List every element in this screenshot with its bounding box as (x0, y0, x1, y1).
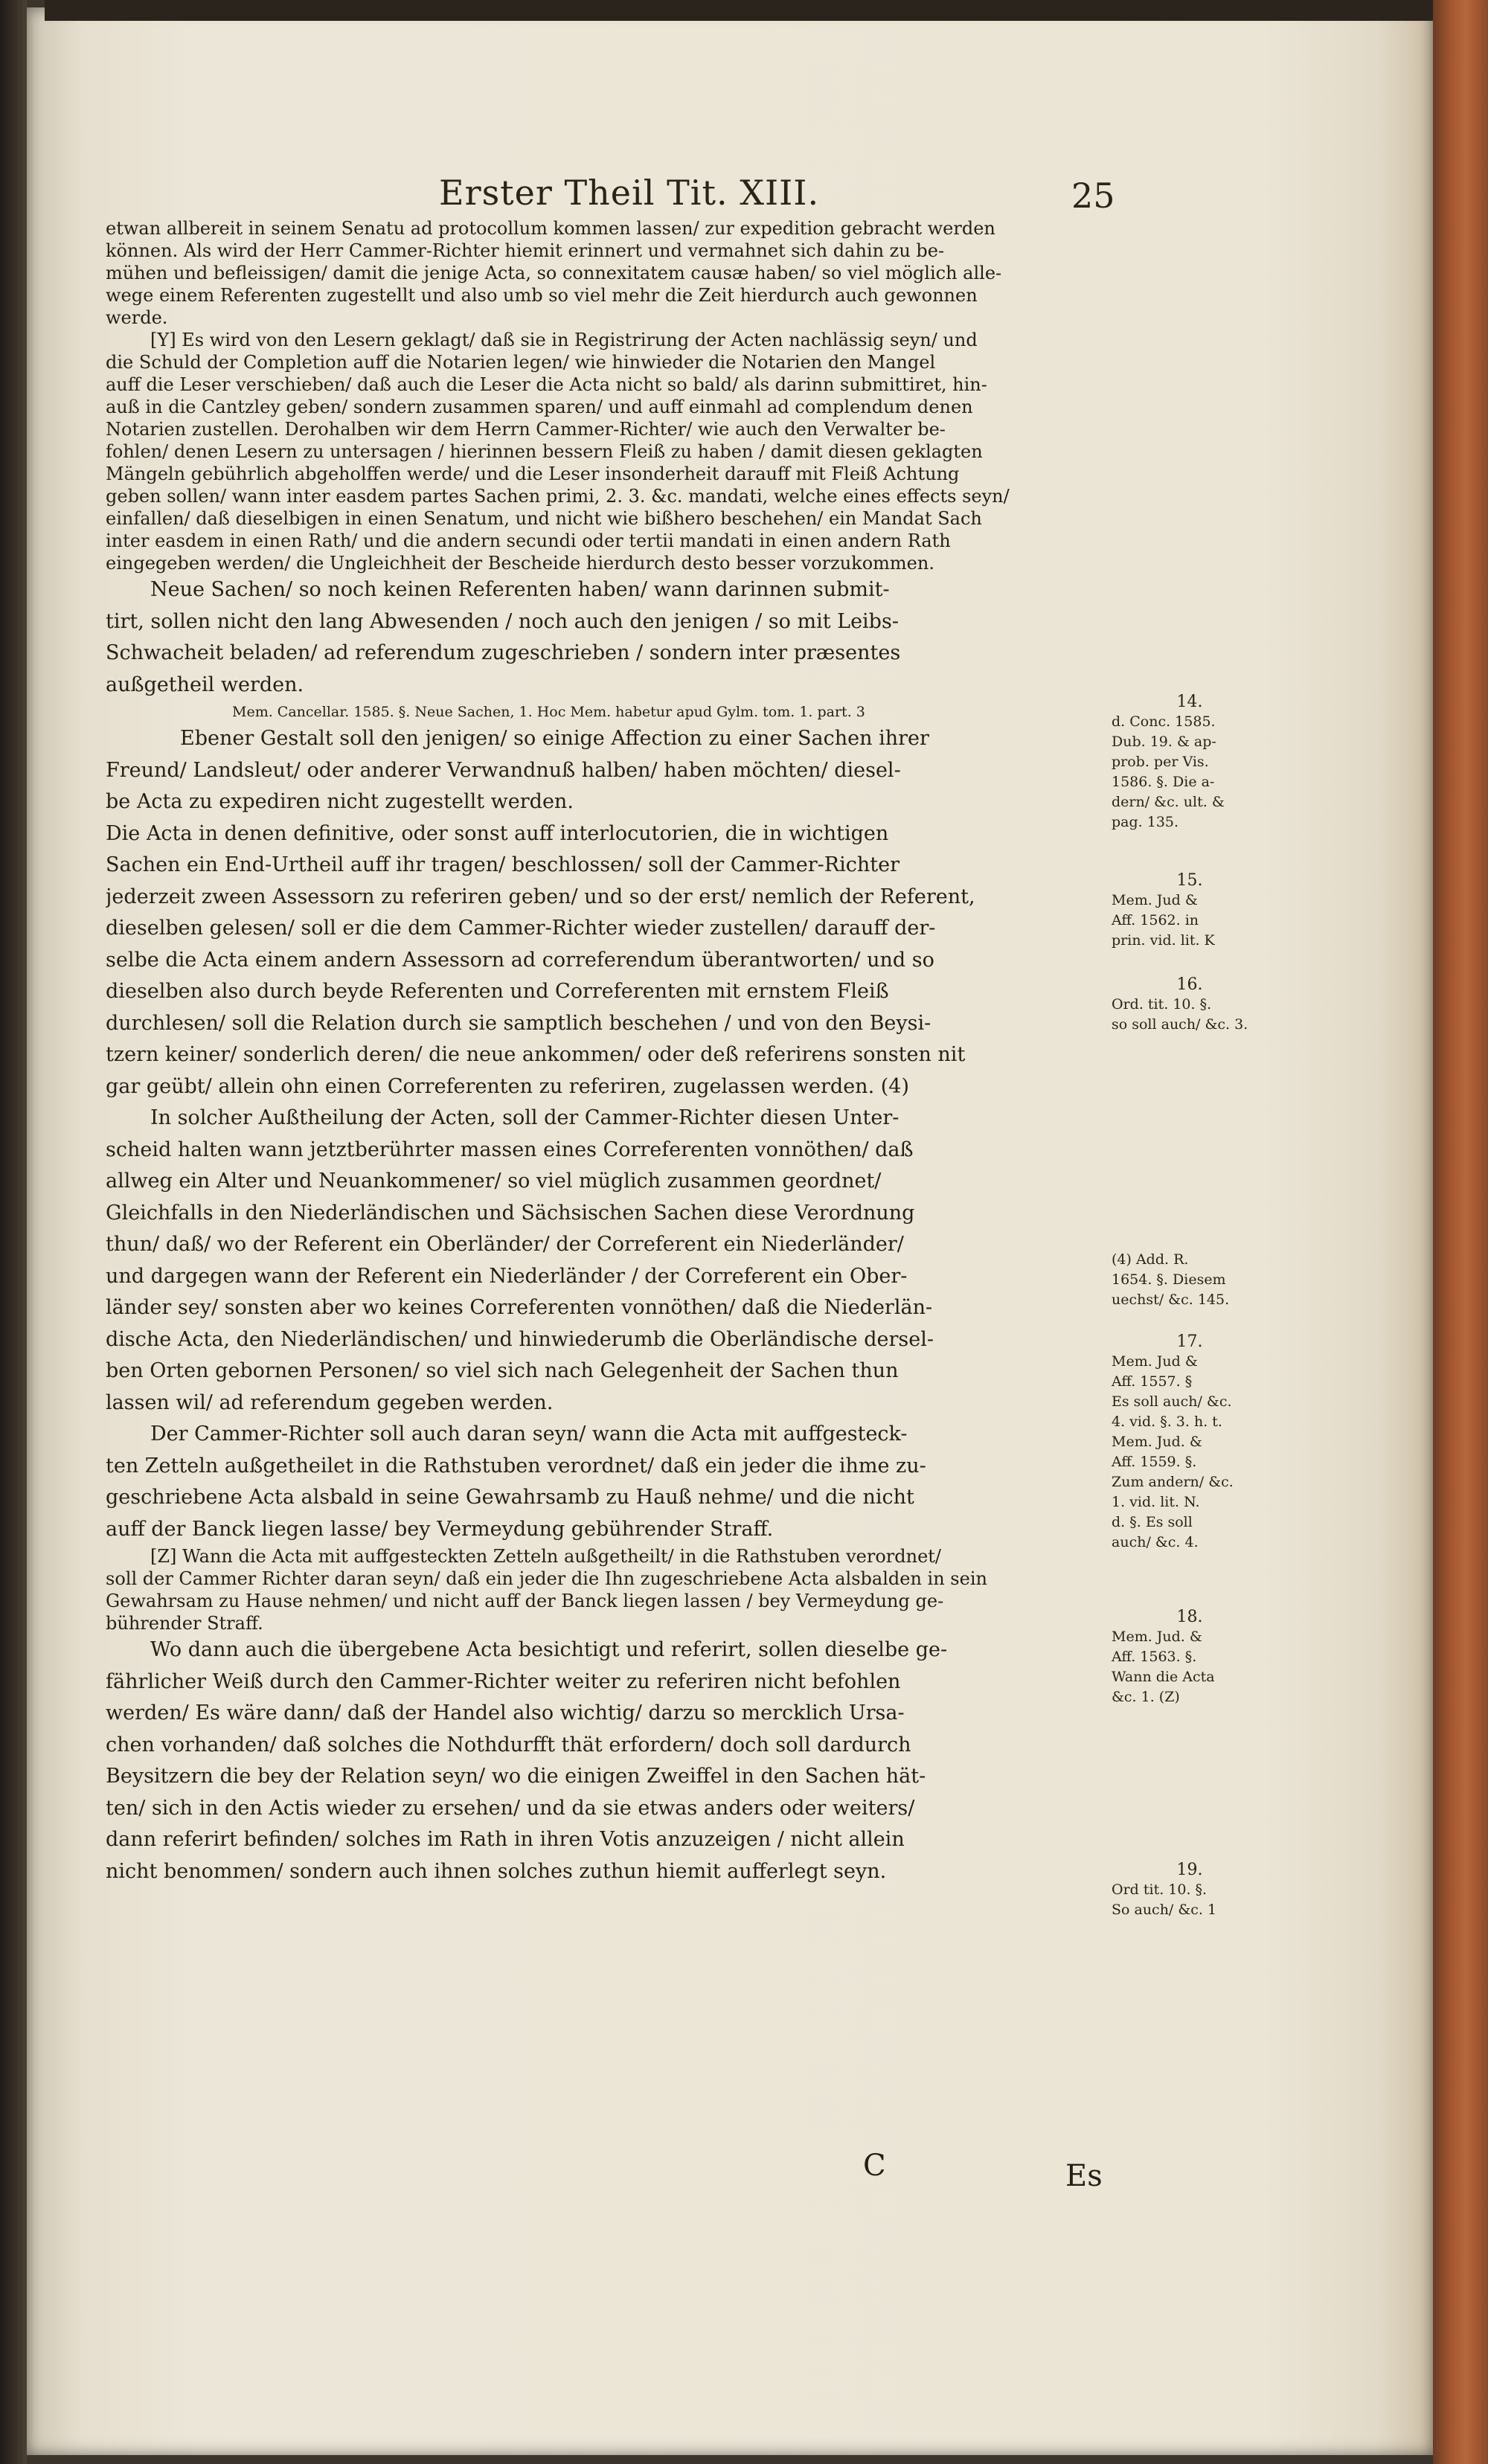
margin-note (1112, 870, 1268, 951)
text-line: wege einem Referenten zugestellt und also umb so viel mehr die Zeit hierdurch auch gewonnen (106, 285, 978, 306)
text-line: be Acta zu expediren nicht zugestellt werden. (106, 790, 574, 813)
margin-note-line: 18. (1176, 1608, 1203, 1626)
text-line: ben Orten gebornen Personen/ so viel sich nach Gelegenheit der Sachen thun (106, 1359, 899, 1382)
margin-note-line: Ord. tit. 10. §. (1112, 996, 1212, 1013)
text-line: chen vorhanden/ daß solches die Nothdurfft thät erfordern/ doch soll dardurch (106, 1733, 911, 1756)
text-line: Mem. Cancellar. 1585. §. Neue Sachen, 1. Hoc Mem. habetur apud Gylm. tom. 1. part. 3 (232, 704, 865, 720)
text-line: außgetheil werden. (106, 673, 304, 696)
margin-note (1112, 692, 1268, 832)
margin-note-line: Mem. Jud & (1112, 892, 1198, 908)
margin-note-line: 15. (1176, 871, 1203, 890)
text-line: Beysitzern die bey der Relation seyn/ wo die einigen Zweiffel in den Sachen hät- (106, 1765, 926, 1788)
margin-note-line: prob. per Vis. (1112, 754, 1209, 770)
margin-note-line: Es soll auch/ &c. (1112, 1393, 1232, 1410)
text-line: soll der Cammer Richter daran seyn/ daß ein jeder die Ihn zugeschriebene Acta alsbalden in sein (106, 1568, 987, 1589)
text-line: Neue Sachen/ so noch keinen Referenten haben/ wann darinnen submit- (150, 578, 890, 601)
margin-note-line: d. Conc. 1585. (1112, 713, 1216, 730)
text-line: Ebener Gestalt soll den jenigen/ so einige Affection zu einer Sachen ihrer (180, 727, 929, 750)
margin-note-line: Aff. 1557. § (1112, 1373, 1193, 1390)
text-line: fohlen/ denen Lesern zu untersagen / hierinnen bessern Fleiß zu haben / damit diesen geklagten (106, 441, 983, 462)
text-line: auß in die Cantzley geben/ sondern zusammen sparen/ und auff einmahl ad complendum denen (106, 397, 973, 417)
text-line: dische Acta, den Niederländischen/ und hinwiederumb die Oberländische dersel- (106, 1327, 934, 1351)
margin-note (1112, 1860, 1268, 1920)
text-line: Gleichfalls in den Niederländischen und Sächsischen Sachen diese Verordnung (106, 1201, 915, 1225)
margin-note-line: 1654. §. Diesem (1112, 1271, 1226, 1288)
signature-mark: C (863, 2149, 886, 2183)
margin-note-line: uechst/ &c. 145. (1112, 1292, 1230, 1308)
margin-note-line: 16. (1176, 975, 1203, 994)
margin-note-line: Mem. Jud. & (1112, 1629, 1202, 1645)
margin-note-line: 1586. §. Die a- (1112, 774, 1215, 790)
text-line: bührender Straff. (106, 1613, 263, 1634)
margin-note (1112, 975, 1268, 1035)
text-line: selbe die Acta einem andern Assessorn ad correferendum überantworten/ und so (106, 948, 934, 972)
text-line: ten Zetteln außgetheilet in die Rathstuben verordnet/ daß ein jeder die ihme zu- (106, 1454, 926, 1478)
margin-note (1112, 1332, 1268, 1553)
text-line: auff die Leser verschieben/ daß auch die Leser die Acta nicht so bald/ als darinn submittiret, hin- (106, 374, 987, 395)
margin-note-line: 19. (1176, 1861, 1203, 1879)
text-line: In solcher Außtheilung der Acten, soll der Cammer-Richter diesen Unter- (150, 1106, 899, 1129)
text-line: durchlesen/ soll die Relation durch sie samptlich beschehen / und von den Beysi- (106, 1011, 931, 1035)
margin-note-line: Zum andern/ &c. (1112, 1474, 1234, 1490)
text-line: thun/ daß/ wo der Referent ein Oberländer/ der Correferent ein Niederländer/ (106, 1233, 904, 1256)
text-line: scheid halten wann jetztberührter massen eines Correferenten vonnöthen/ daß (106, 1138, 914, 1161)
margin-note-line: 14. (1176, 693, 1203, 711)
text-line: gar geübt/ allein ohn einen Correferenten zu referiren, zugelassen werden. (4) (106, 1074, 909, 1098)
margin-note-line: Mem. Jud. & (1112, 1434, 1202, 1450)
text-line: Wo dann auch die übergebene Acta besichtigt und referirt, sollen dieselbe ge- (150, 1638, 948, 1661)
page-top-edge (45, 0, 1436, 21)
margin-note-line: Aff. 1563. §. (1112, 1649, 1197, 1665)
text-line: Notarien zustellen. Derohalben wir dem Herrn Cammer-Richter/ wie auch den Verwalter be- (106, 419, 946, 440)
text-line: tzern keiner/ sonderlich deren/ die neue ankommen/ oder deß referirens sonsten nit (106, 1043, 966, 1066)
text-line: inter easdem in einen Rath/ und die andern secundi oder tertii mandati in einen andern Rath (106, 530, 951, 551)
margin-note-line: dern/ &c. ult. & (1112, 794, 1225, 810)
text-line: auff der Banck liegen lasse/ bey Vermeydung gebührender Straff. (106, 1517, 774, 1541)
margin-note-line: (4) Add. R. (1112, 1251, 1189, 1268)
text-line: länder sey/ sonsten aber wo keines Correferenten vonnöthen/ daß die Niederlän- (106, 1296, 933, 1319)
text-line: geben sollen/ wann inter easdem partes Sachen primi, 2. 3. &c. mandati, welche eines effects seyn/ (106, 486, 1010, 507)
margin-note-line: 17. (1176, 1332, 1203, 1351)
text-line: Der Cammer-Richter soll auch daran seyn/ wann die Acta mit auffgesteck- (150, 1422, 908, 1446)
text-line: werden/ Es wäre dann/ daß der Handel also wichtig/ darzu so mercklich Ursa- (106, 1701, 905, 1725)
catchword: Es (1065, 2159, 1103, 2193)
text-line: und dargegen wann der Referent ein Niederländer / der Correferent ein Ober- (106, 1264, 908, 1288)
margin-note-line: prin. vid. lit. K (1112, 932, 1215, 949)
text-line: allweg ein Alter und Neuankommener/ so viel müglich zusammen geordnet/ (106, 1170, 882, 1193)
text-line: Gewahrsam zu Hause nehmen/ und nicht auff der Banck liegen lassen / bey Vermeydung ge- (106, 1591, 944, 1611)
text-line: ten/ sich in den Actis wieder zu ersehen/ und da sie etwas anders oder weiters/ (106, 1796, 915, 1820)
text-line: dieselben gelesen/ soll er die dem Cammer-Richter wieder zustellen/ darauff der- (106, 917, 936, 940)
text-line: Schwacheit beladen/ ad referendum zugeschrieben / sondern inter præsentes (106, 641, 901, 664)
text-line: etwan allbereit in seinem Senatu ad protocollum kommen lassen/ zur expedition gebracht werden (106, 218, 995, 239)
margin-note-line: Mem. Jud & (1112, 1353, 1198, 1370)
margin-note-line: pag. 135. (1112, 814, 1179, 830)
text-line: geschriebene Acta alsbald in seine Gewahrsamb zu Hauß nehme/ und die nicht (106, 1486, 914, 1509)
margin-note (1112, 1607, 1268, 1707)
text-line: [Z] Wann die Acta mit auffgesteckten Zetteln außgetheilt/ in die Rathstuben verordnet/ (150, 1546, 942, 1567)
margin-note-line: 4. vid. §. 3. h. t. (1112, 1414, 1222, 1430)
text-line: nicht benommen/ sondern auch ihnen solches zuthun hiemit aufferlegt seyn. (106, 1859, 887, 1883)
margin-note-line: Dub. 19. & ap- (1112, 734, 1216, 750)
text-line: Mängeln gebührlich abgeholffen werde/ und die Leser insonderheit darauff mit Fleiß Achtung (106, 463, 960, 484)
margin-note-line: So auch/ &c. 1 (1112, 1902, 1217, 1918)
margin-note (1112, 1250, 1268, 1310)
text-line: [Y] Es wird von den Lesern geklagt/ daß sie in Registrirung der Acten nachlässig seyn/ und (150, 330, 978, 350)
text-line: werde. (106, 307, 168, 328)
main-text-block (106, 217, 1106, 1887)
text-line: Die Acta in denen definitive, oder sonst auff interlocutorien, die in wichtigen (106, 821, 889, 845)
book-cover-edge (1433, 0, 1488, 2464)
text-line: dann referirt befinden/ solches im Rath in ihren Votis anzuzeigen / nicht allein (106, 1828, 905, 1851)
text-line: jederzeit zween Assessorn zu referiren geben/ und so der erst/ nemlich der Referent, (106, 885, 975, 908)
margin-note-line: Aff. 1559. §. (1112, 1454, 1197, 1470)
margin-note-line: Wann die Acta (1112, 1669, 1215, 1685)
page-number: 25 (1071, 176, 1115, 216)
margin-note-line: Ord tit. 10. §. (1112, 1881, 1208, 1898)
text-line: Freund/ Landsleut/ oder anderer Verwandnuß halben/ haben möchten/ diesel- (106, 758, 901, 782)
text-line: die Schuld der Completion auff die Notarien legen/ wie hinwieder die Notarien den Mangel (106, 352, 936, 373)
text-line: dieselben also durch beyde Referenten und Correferenten mit ernstem Fleiß (106, 980, 889, 1003)
text-line: Sachen ein End-Urtheil auff ihr tragen/ beschlossen/ soll der Cammer-Richter (106, 853, 900, 876)
text-line: können. Als wird der Herr Cammer-Richter hiemit erinnert und vermahnet sich dahin zu be- (106, 240, 945, 261)
text-line: mühen und befleissigen/ damit die jenige Acta, so connexitatem causæ haben/ so viel möglich alle- (106, 263, 1002, 283)
margin-note-line: so soll auch/ &c. 3. (1112, 1016, 1248, 1033)
running-title: Erster Theil Tit. XIII. (439, 173, 820, 213)
text-line: fährlicher Weiß durch den Cammer-Richter weiter zu referiren nicht befohlen (106, 1669, 901, 1693)
book-gutter (0, 0, 27, 2464)
text-line: tirt, sollen nicht den lang Abwesenden / noch auch den jenigen / so mit Leibs- (106, 609, 899, 633)
text-line: einfallen/ daß dieselbigen in einen Senatum, und nicht wie bißhero beschehen/ ein Mandat Sach (106, 508, 982, 529)
margin-note-line: 1. vid. lit. N. (1112, 1494, 1200, 1510)
margin-note-line: auch/ &c. 4. (1112, 1534, 1199, 1550)
text-line: eingegeben werden/ die Ungleichheit der Bescheide hierdurch desto besser vorzukommen. (106, 553, 934, 574)
margin-note-line: Aff. 1562. in (1112, 912, 1199, 928)
margin-note-line: d. §. Es soll (1112, 1514, 1193, 1530)
margin-note-line: &c. 1. (Z) (1112, 1689, 1180, 1705)
text-line: lassen wil/ ad referendum gegeben werden. (106, 1390, 554, 1414)
